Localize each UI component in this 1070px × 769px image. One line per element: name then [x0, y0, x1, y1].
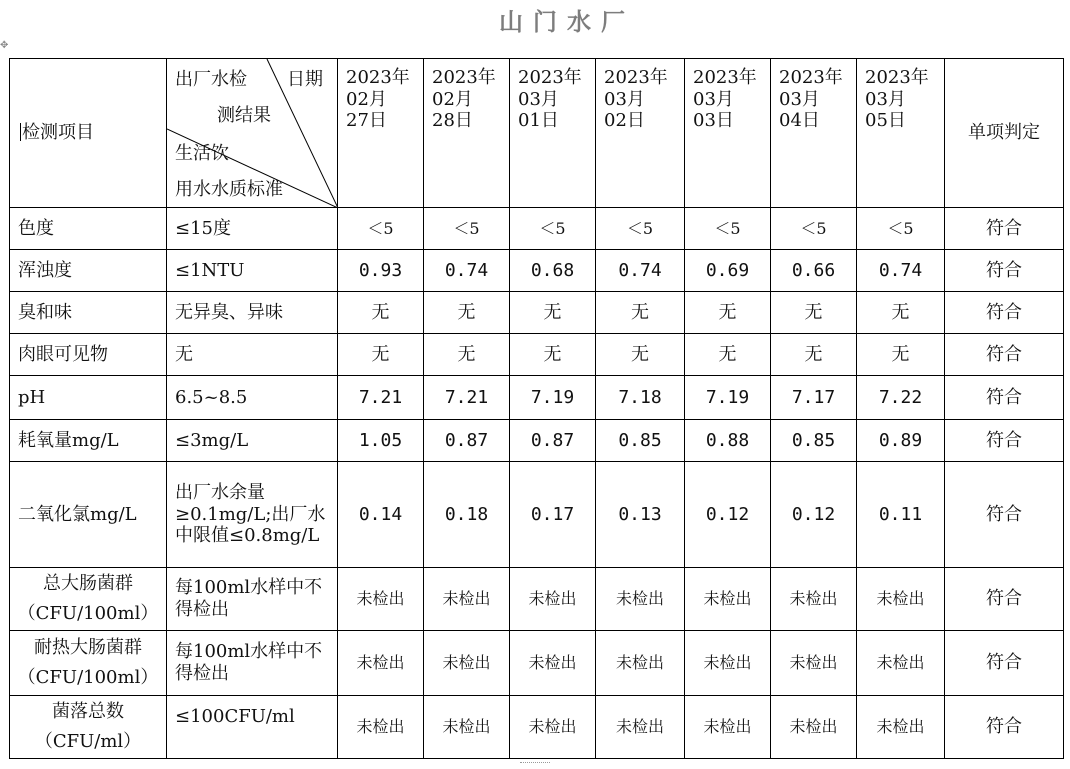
result-value-cell[interactable]: 未检出 — [510, 696, 596, 759]
result-value-cell[interactable]: 0.87 — [424, 420, 510, 462]
judge-cell[interactable]: 符合 — [945, 631, 1064, 696]
test-item-cell[interactable]: 肉眼可见物 — [10, 334, 167, 376]
document-title: 山门水厂 — [499, 8, 635, 36]
result-value-cell[interactable]: 0.11 — [857, 462, 945, 568]
table-row — [10, 568, 1064, 631]
result-value-cell[interactable]: ＜5 — [424, 208, 510, 250]
judge-cell[interactable]: 符合 — [945, 420, 1064, 462]
table-row — [10, 462, 1064, 568]
result-value-cell[interactable]: ＜5 — [685, 208, 771, 250]
date-cell — [596, 59, 685, 208]
date-year: 2023年 — [865, 67, 929, 88]
test-item-cell[interactable]: 色度 — [10, 208, 167, 250]
result-value-cell[interactable]: ＜5 — [596, 208, 685, 250]
date-year: 2023年 — [518, 67, 582, 88]
diag-label-top-right: 日期 — [287, 69, 323, 90]
text-cursor — [20, 123, 21, 141]
result-value-cell[interactable]: 0.69 — [685, 250, 771, 292]
result-value-cell[interactable]: 无 — [424, 334, 510, 376]
result-value-cell[interactable]: 0.85 — [771, 420, 857, 462]
judge-cell[interactable]: 符合 — [945, 696, 1064, 759]
result-value-cell[interactable]: 未检出 — [685, 696, 771, 759]
date-day: 03日 — [693, 110, 734, 132]
result-value-cell[interactable]: ＜5 — [857, 208, 945, 250]
date-month: 02月 — [432, 88, 473, 110]
result-value-cell[interactable]: 未检出 — [857, 631, 945, 696]
result-value-cell[interactable]: 0.12 — [771, 462, 857, 568]
result-value-cell[interactable]: 1.05 — [338, 420, 424, 462]
result-value-cell[interactable]: 未检出 — [424, 568, 510, 631]
result-value-cell[interactable]: 未检出 — [596, 568, 685, 631]
result-value-cell[interactable]: 0.13 — [596, 462, 685, 568]
judge-cell[interactable]: 符合 — [945, 462, 1064, 568]
date-cell — [685, 59, 771, 208]
result-value-cell[interactable]: 未检出 — [857, 696, 945, 759]
result-value-cell[interactable]: 无 — [338, 292, 424, 334]
result-value-cell[interactable]: 未检出 — [338, 696, 424, 759]
result-value-cell[interactable]: 无 — [771, 292, 857, 334]
result-value-cell[interactable]: 0.18 — [424, 462, 510, 568]
result-value-cell[interactable]: ＜5 — [510, 208, 596, 250]
result-value-cell[interactable]: 未检出 — [510, 631, 596, 696]
judge-header-cell: 单项判定 — [945, 59, 1064, 208]
diag-label-bottom-2: 用水水质标准 — [175, 179, 283, 200]
test-item-cell[interactable]: 菌落总数（CFU/ml） — [10, 696, 167, 759]
result-value-cell[interactable]: 7.21 — [424, 376, 510, 420]
result-value-cell[interactable]: 未检出 — [424, 631, 510, 696]
test-item-cell[interactable]: 臭和味 — [10, 292, 167, 334]
judge-cell[interactable]: 符合 — [945, 292, 1064, 334]
date-year: 2023年 — [604, 67, 668, 88]
result-value-cell[interactable]: 未检出 — [596, 696, 685, 759]
standard-cell[interactable]: ≤3mg/L — [167, 420, 338, 462]
date-day: 05日 — [865, 110, 906, 132]
table-row — [10, 292, 1064, 334]
test-item-cell[interactable]: 总大肠菌群（CFU/100ml） — [10, 568, 167, 631]
diag-label-bottom-1: 生活饮 — [175, 143, 229, 164]
result-value-cell[interactable]: 无 — [338, 334, 424, 376]
result-value-cell[interactable]: 未检出 — [771, 631, 857, 696]
date-cell — [771, 59, 857, 208]
judge-cell[interactable]: 符合 — [945, 250, 1064, 292]
page-break-mark — [520, 762, 550, 764]
date-day: 04日 — [779, 110, 820, 132]
table-row — [10, 208, 1064, 250]
result-value-cell[interactable]: 0.89 — [857, 420, 945, 462]
water-quality-table — [9, 58, 1064, 759]
result-value-cell[interactable]: 未检出 — [771, 568, 857, 631]
item-header-label: 检测项目 — [22, 122, 94, 144]
result-value-cell[interactable]: 0.68 — [510, 250, 596, 292]
date-year: 2023年 — [432, 67, 496, 88]
date-cell — [510, 59, 596, 208]
judge-cell[interactable]: 符合 — [945, 334, 1064, 376]
result-value-cell[interactable]: 7.18 — [596, 376, 685, 420]
result-value-cell[interactable]: 无 — [596, 334, 685, 376]
result-value-cell[interactable]: 无 — [685, 292, 771, 334]
result-value-cell[interactable]: 7.22 — [857, 376, 945, 420]
date-day: 01日 — [518, 110, 559, 132]
date-month: 03月 — [779, 88, 820, 110]
result-value-cell[interactable]: 0.87 — [510, 420, 596, 462]
result-value-cell[interactable]: 无 — [685, 334, 771, 376]
date-cell — [338, 59, 424, 208]
result-value-cell[interactable]: 未检出 — [857, 568, 945, 631]
result-value-cell[interactable]: 7.19 — [685, 376, 771, 420]
result-value-cell[interactable]: 无 — [510, 334, 596, 376]
standard-cell[interactable]: ≤15度 — [167, 208, 338, 250]
date-day: 27日 — [346, 110, 387, 132]
table-row — [10, 696, 1064, 759]
result-value-cell[interactable]: 0.14 — [338, 462, 424, 568]
date-day: 28日 — [432, 110, 473, 132]
test-item-cell[interactable]: 耐热大肠菌群（CFU/100ml） — [10, 631, 167, 696]
standard-cell[interactable]: 每100ml水样中不得检出 — [167, 631, 338, 696]
result-value-cell[interactable]: 0.93 — [338, 250, 424, 292]
date-month: 03月 — [865, 88, 906, 110]
result-value-cell[interactable]: 7.19 — [510, 376, 596, 420]
judge-cell[interactable]: 符合 — [945, 568, 1064, 631]
standard-cell[interactable]: 无异臭、异味 — [167, 292, 338, 334]
result-value-cell[interactable]: 7.17 — [771, 376, 857, 420]
table-row — [10, 334, 1064, 376]
result-value-cell[interactable]: 0.74 — [596, 250, 685, 292]
result-value-cell[interactable]: 未检出 — [338, 568, 424, 631]
result-value-cell[interactable]: 0.12 — [685, 462, 771, 568]
result-value-cell[interactable]: ＜5 — [338, 208, 424, 250]
diagonal-header-cell — [167, 59, 338, 208]
standard-cell[interactable]: 每100ml水样中不得检出 — [167, 568, 338, 631]
result-value-cell[interactable]: 未检出 — [424, 696, 510, 759]
judge-cell[interactable]: 符合 — [945, 208, 1064, 250]
result-value-cell[interactable]: 无 — [771, 334, 857, 376]
result-value-cell[interactable]: 未检出 — [510, 568, 596, 631]
result-value-cell[interactable]: 0.88 — [685, 420, 771, 462]
date-year: 2023年 — [693, 67, 757, 88]
table-row — [10, 376, 1064, 420]
result-value-cell[interactable]: 无 — [857, 292, 945, 334]
header-item-cell[interactable] — [10, 59, 167, 208]
result-value-cell[interactable]: 无 — [510, 292, 596, 334]
result-value-cell[interactable]: 0.74 — [857, 250, 945, 292]
result-value-cell[interactable]: 0.74 — [424, 250, 510, 292]
test-item-cell[interactable]: 浑浊度 — [10, 250, 167, 292]
standard-cell[interactable]: ≤1NTU — [167, 250, 338, 292]
anchor-icon: ✥ — [0, 40, 9, 51]
result-value-cell[interactable]: 未检出 — [685, 568, 771, 631]
judge-cell[interactable]: 符合 — [945, 376, 1064, 420]
result-value-cell[interactable]: 0.85 — [596, 420, 685, 462]
diag-label-mid: 测结果 — [217, 105, 271, 126]
result-value-cell[interactable]: 无 — [857, 334, 945, 376]
table-row — [10, 250, 1064, 292]
result-value-cell[interactable]: 未检出 — [338, 631, 424, 696]
standard-cell[interactable]: 无 — [167, 334, 338, 376]
date-month: 02月 — [346, 88, 387, 110]
diag-label-top-left: 出厂水检 — [175, 69, 247, 90]
date-day: 02日 — [604, 110, 645, 132]
table-row — [10, 420, 1064, 462]
date-cell — [857, 59, 945, 208]
date-cell — [424, 59, 510, 208]
result-value-cell[interactable]: 无 — [596, 292, 685, 334]
standard-cell[interactable]: 6.5~8.5 — [167, 376, 338, 420]
table-row — [10, 631, 1064, 696]
standard-cell[interactable]: ≤100CFU/ml — [167, 696, 338, 759]
date-month: 03月 — [604, 88, 645, 110]
result-value-cell[interactable]: 未检出 — [771, 696, 857, 759]
result-value-cell[interactable]: 0.17 — [510, 462, 596, 568]
date-month: 03月 — [693, 88, 734, 110]
test-item-cell[interactable]: 二氧化氯mg/L — [10, 462, 167, 568]
date-year: 2023年 — [346, 67, 410, 88]
result-value-cell[interactable]: 未检出 — [596, 631, 685, 696]
result-value-cell[interactable]: 未检出 — [685, 631, 771, 696]
result-value-cell[interactable]: 0.66 — [771, 250, 857, 292]
result-value-cell[interactable]: 无 — [424, 292, 510, 334]
test-item-cell[interactable]: 耗氧量mg/L — [10, 420, 167, 462]
test-item-cell[interactable]: pH — [10, 376, 167, 420]
date-year: 2023年 — [779, 67, 843, 88]
date-month: 03月 — [518, 88, 559, 110]
standard-cell[interactable]: 出厂水余量≥0.1mg/L;出厂水中限值≤0.8mg/L — [167, 462, 338, 568]
result-value-cell[interactable]: ＜5 — [771, 208, 857, 250]
header-row — [10, 59, 1064, 208]
result-value-cell[interactable]: 7.21 — [338, 376, 424, 420]
